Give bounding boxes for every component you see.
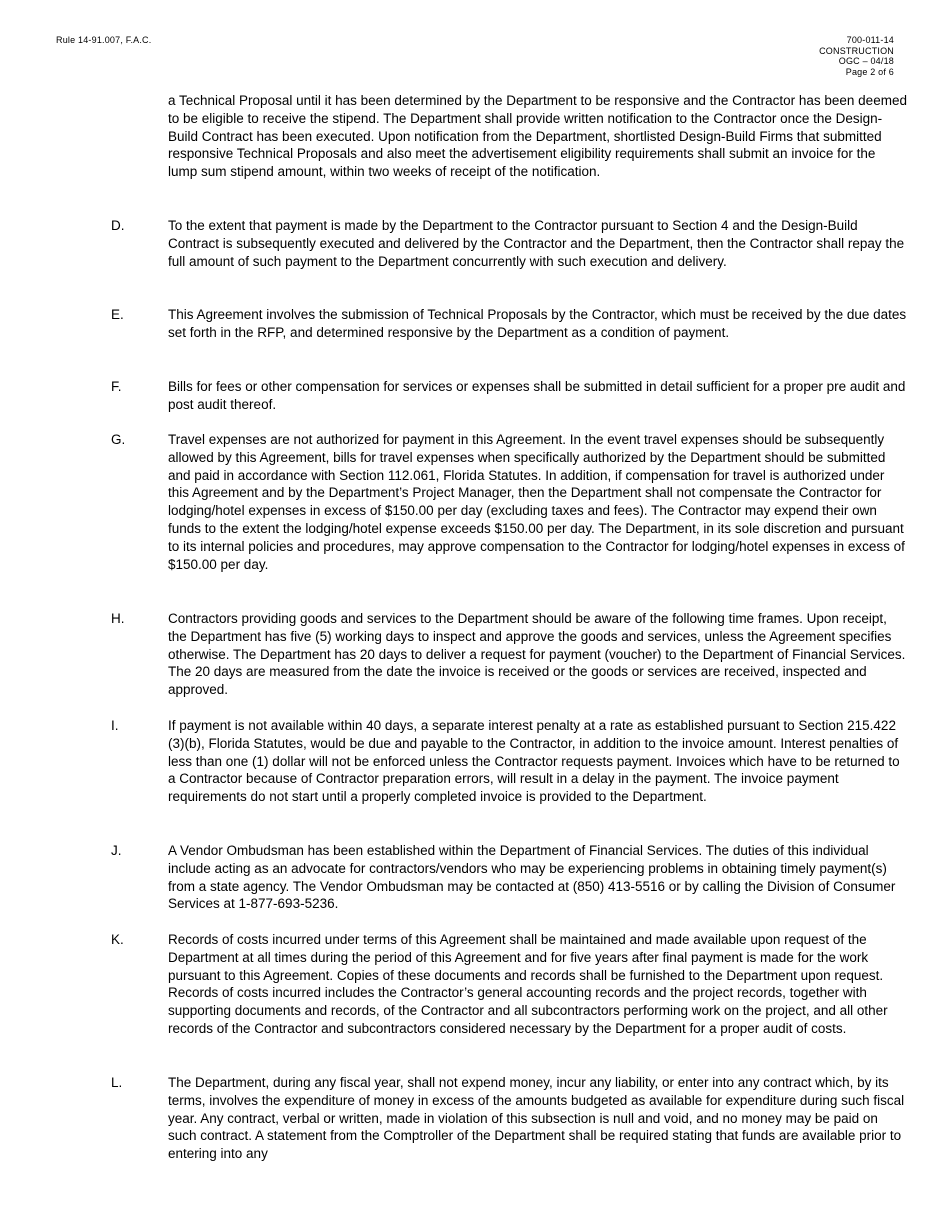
item-text: A Vendor Ombudsman has been established within the Department of Financial Services. The duties of this individual include acting as an advocate for contractors/vendors who may be experiencing problems in obtaining timely payment(s) from a state agency. The Vendor Ombudsman may be contacted at (850) 413-5516 or by calling the Division of Consumer Services at 1-877-693-5236. bbox=[168, 843, 896, 912]
page-number: Page 2 of 6 bbox=[845, 66, 894, 77]
form-category: CONSTRUCTION bbox=[819, 45, 894, 56]
item-text: Records of costs incurred under terms of this Agreement shall be maintained and made available upon request of the Department at all times during the period of this Agreement and for five years after final payment is made for the work pursuant to this Agreement. Copies of these documents and records shall be furnished to the Department upon request. Records of costs incurred includes the Contractor’s general accounting records and the project records, together with supporting documents and records, of the Contractor and all subcontractors performing work on the project, and all other records of the Contractor and subcontractors considered necessary by the Department for a proper audit of costs. bbox=[168, 932, 888, 1036]
item-letter: G. bbox=[111, 432, 126, 447]
continuation-paragraph: a Technical Proposal until it has been determined by the Department to be responsive and the Contractor has been deemed to be eligible to receive the stipend. The Department shall provide written notification to the Contractor once the Design-Build Contract has been executed. Upon notification from the Department, shortlisted Design-Build Firms that submitted responsive Technical Proposals and also meet the advertisement eligibility requirements shall submit an invoice for the lump sum stipend amount, within two weeks of receipt of the notification. bbox=[168, 93, 907, 180]
item-text: Bills for fees or other compensation for services or expenses shall be submitted in detail sufficient for a proper pre audit and post audit thereof. bbox=[168, 379, 906, 412]
item-text: If payment is not available within 40 days, a separate interest penalty at a rate as established pursuant to Section 215.422 (3)(b), Florida Statutes, would be due and payable to the Contractor, in addition to the invoice amount. Interest penalties of less than one (1) dollar will not be enforced unless the Contractor requests payment. Invoices which have to be returned to a Contractor because of Contractor preparation errors, will result in a delay in the payment. The invoice payment requirements do not start until a properly completed invoice is provided to the Department. bbox=[168, 718, 900, 805]
item-text: Travel expenses are not authorized for payment in this Agreement. In the event travel expenses should be subsequently allowed by this Agreement, bills for travel expenses when specifically authorized by the Department should be submitted and paid in accordance with Section 112.061, Florida Statutes. In addition, if compensation for travel is authorized under this Agreement and by the Department’s Project Manager, then the Department shall not compensate the Contractor for lodging/hotel expenses in excess of $150.00 per day (excluding taxes and fees). The Contractor may expend their own funds to the extent the lodging/hotel expense exceeds $150.00 per day. The Department, in its sole discretion and pursuant to its internal policies and procedures, may approve compensation to the Contractor for lodging/hotel expenses in excess of $150.00 per day. bbox=[168, 432, 905, 572]
item-letter: J. bbox=[111, 843, 122, 858]
item-letter: E. bbox=[111, 307, 124, 322]
item-text: This Agreement involves the submission of Technical Proposals by the Contractor, which must be received by the due dates set forth in the RFP, and determined responsive by the Department as a condition of payment. bbox=[168, 307, 907, 340]
form-revision: OGC – 04/18 bbox=[838, 56, 894, 66]
item-letter: I. bbox=[111, 718, 119, 733]
item-text: The Department, during any fiscal year, shall not expend money, incur any liability, or enter into any contract which, by its terms, involves the expenditure of money in excess of the amounts budgeted as available for expenditure during such fiscal year. Any contract, verbal or written, made in violation of this subsection is null and void, and no money may be paid on such contract. A statement from the Comptroller of the Department shall be required stating that funds are available prior to entering into any bbox=[168, 1075, 905, 1162]
item-letter: F. bbox=[111, 379, 122, 394]
item-letter: L. bbox=[111, 1075, 123, 1090]
rule-reference: Rule 14-91.007, F.A.C. bbox=[56, 35, 152, 45]
item-text: Contractors providing goods and services to the Department should be aware of the following time frames. Upon receipt, the Department has five (5) working days to inspect and approve the goods and services, unless the Agreement specifies otherwise. The Department has 20 days to deliver a request for payment (voucher) to the Department of Financial Services. The 20 days are measured from the date the invoice is received or the goods or services are received, inspected and approved. bbox=[168, 611, 906, 698]
item-letter: H. bbox=[111, 611, 125, 626]
item-letter: D. bbox=[111, 218, 125, 233]
form-identifier-block bbox=[819, 35, 894, 77]
form-number: 700-011-14 bbox=[846, 35, 894, 45]
item-text: To the extent that payment is made by the Department to the Contractor pursuant to Section 4 and the Design-Build Contract is subsequently executed and delivered by the Contractor and the Department, then the Contractor shall repay the full amount of such payment to the Department concurrently with such execution and delivery. bbox=[168, 218, 905, 269]
item-letter: K. bbox=[111, 932, 124, 947]
